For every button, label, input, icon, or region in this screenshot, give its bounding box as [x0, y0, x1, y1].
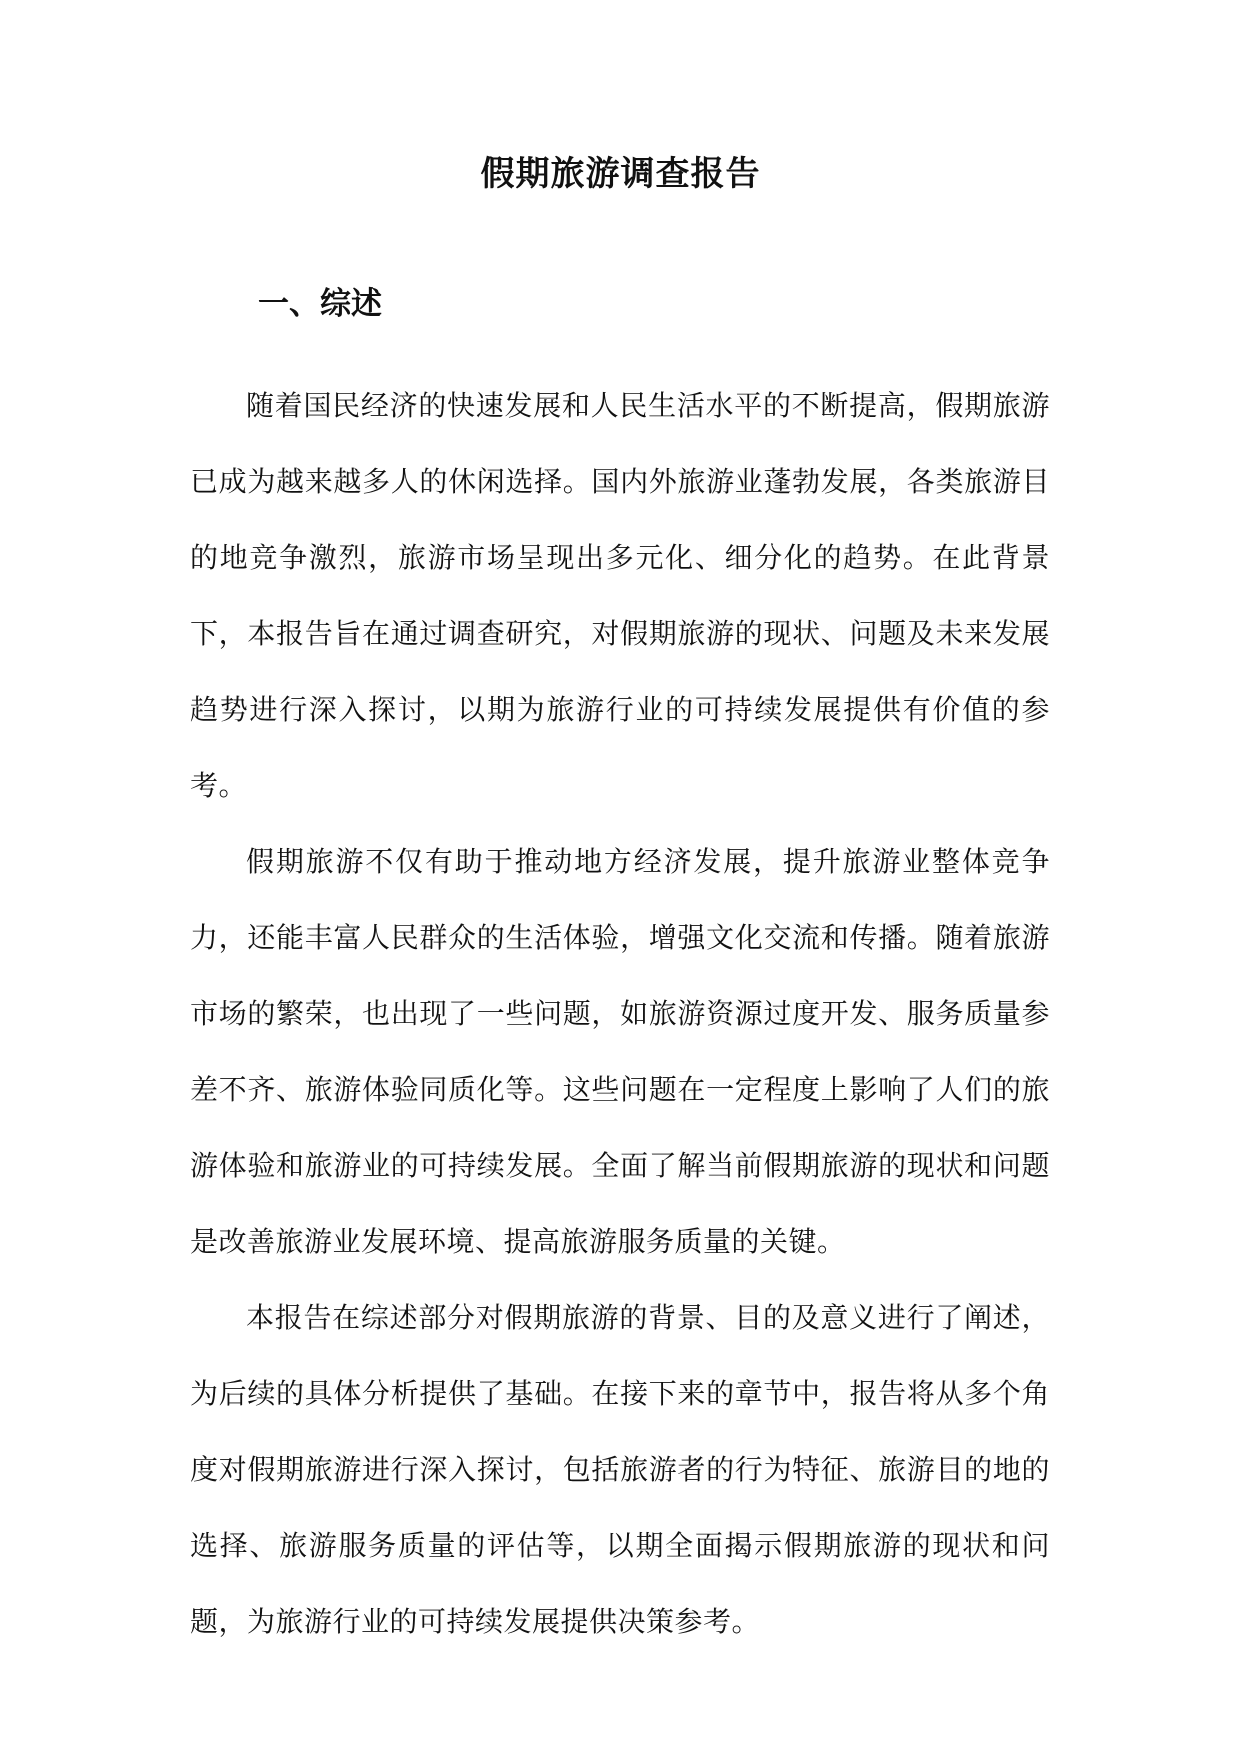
- paragraph-3: 本报告在综述部分对假期旅游的背景、目的及意义进行了阐述，为后续的具体分析提供了基础。在接下来的章节中，报告将从多个角度对假期旅游进行深入探讨，包括旅游者的行为特征、旅游目的地的选择、旅游服务质量的评估等，以期全面揭示假期旅游的现状和问题，为旅游行业的可持续发展提供决策参考。: [190, 1301, 1050, 1638]
- paragraph-2: 假期旅游不仅有助于推动地方经济发展，提升旅游业整体竞争力，还能丰富人民群众的生活体验，增强文化交流和传播。随着旅游市场的繁荣，也出现了一些问题，如旅游资源过度开发、服务质量参差不齐、旅游体验同质化等。这些问题在一定程度上影响了人们的旅游体验和旅游业的可持续发展。全面了解当前假期旅游的现状和问题是改善旅游业发展环境、提高旅游服务质量的关键。: [190, 845, 1050, 1258]
- document-title: 假期旅游调查报告: [480, 154, 761, 194]
- paragraph-1: 随着国民经济的快速发展和人民生活水平的不断提高，假期旅游已成为越来越多人的休闲选择。国内外旅游业蓬勃发展，各类旅游目的地竞争激烈，旅游市场呈现出多元化、细分化的趋势。在此背景下，本报告旨在通过调查研究，对假期旅游的现状、问题及未来发展趋势进行深入探讨，以期为旅游行业的可持续发展提供有价值的参考。: [190, 389, 1050, 802]
- section-heading-overview: 一、综述: [258, 286, 382, 322]
- document-body: [190, 368, 1050, 1660]
